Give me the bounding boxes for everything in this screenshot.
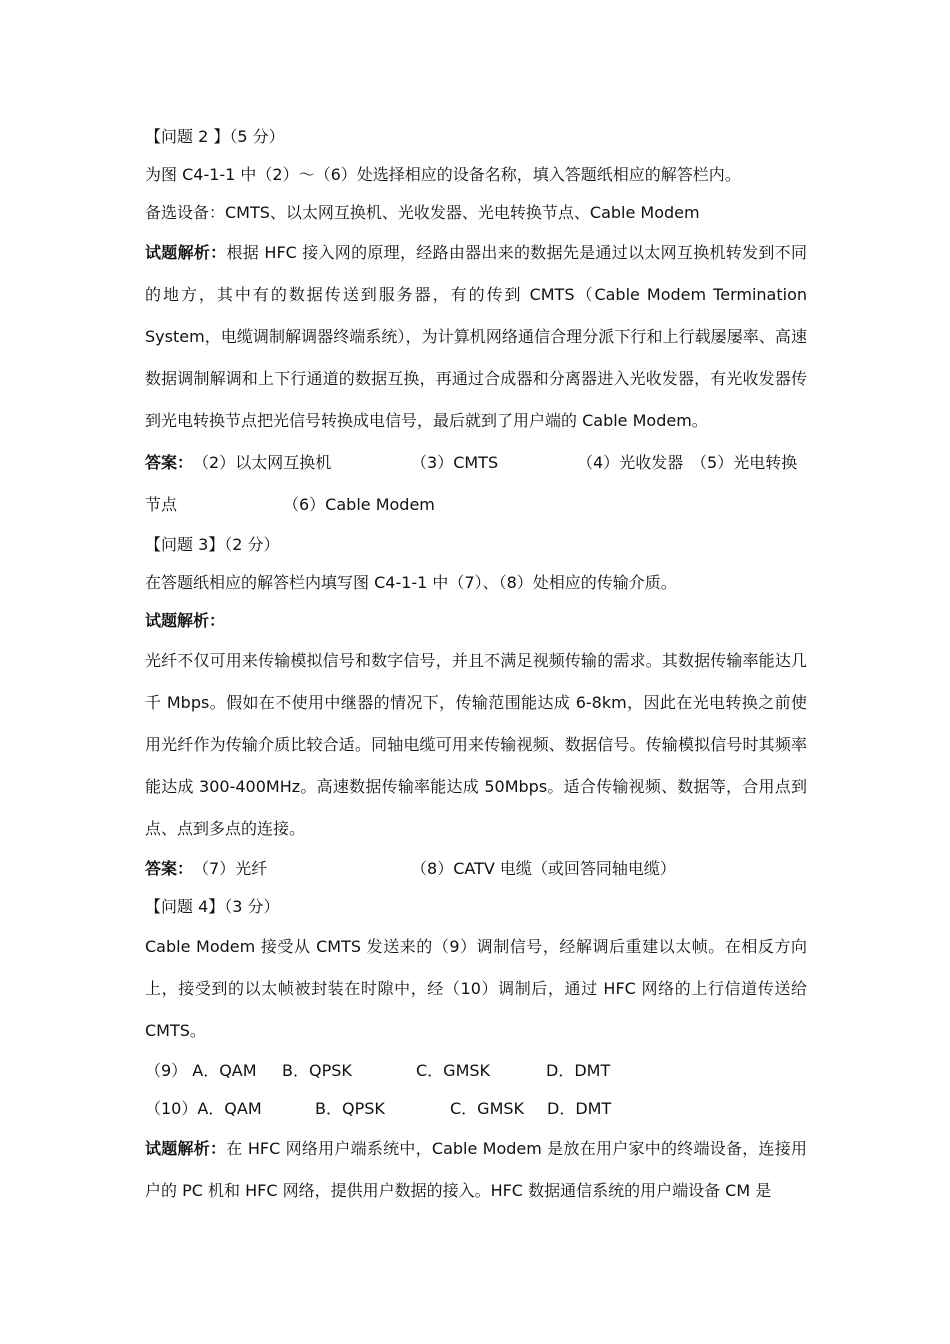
- q2-prompt: 为图 C4-1-1 中（2）～（6）处选择相应的设备名称，填入答题纸相应的解答栏内。: [145, 165, 741, 184]
- q3-answer-label: 答案：: [145, 859, 194, 878]
- q4-opt10-d: D．DMT: [547, 1099, 612, 1118]
- q2-analysis-text: 根据 HFC 接入网的原理，经路由器出来的数据先是通过以太网互换机转发到不同的地方，其中有的数据传送到服务器，有的传到 CMTS（Cable Modem Termination System，电缆调制解调器终端系统），为计算机网络通信合理分派下行和上行载屡屡率、高速数据调制解调和上下行通道的数据互换，再通过合成器和分离器进入光收发器，有光收发器传到光电转换节点把光信号转换成电信号，最后就到了用户端的 Cable Modem。: [145, 243, 807, 430]
- q4-opt10-a: （10）A．QAM: [145, 1099, 262, 1118]
- q4-opt9-d: D．DMT: [546, 1061, 611, 1080]
- q3-prompt: 在答题纸相应的解答栏内填写图 C4-1-1 中（7）、（8）处相应的传输介质。: [145, 573, 677, 592]
- document-body: [145, 118, 807, 1212]
- q4-opt9-a: （9） A．QAM: [145, 1061, 257, 1080]
- q2-analysis: [145, 232, 807, 442]
- q4-prompt: Cable Modem 接受从 CMTS 发送来的（9）调制信号，经解调后重建以太帧。在相反方向上，接受到的以太帧被封装在时隙中，经（10）调制后，通过 HFC 网络的上行信道传送给 CMTS。: [145, 937, 807, 1040]
- q3-answer-7: （7）光纤: [193, 859, 268, 878]
- q4-analysis: [145, 1128, 807, 1212]
- q2-answer-row: [145, 442, 807, 484]
- q2-options: 备选设备：CMTS、以太网互换机、光收发器、光电转换节点、Cable Modem: [145, 203, 700, 222]
- q4-opt10-c: C．GMSK: [450, 1099, 525, 1118]
- q2-answer-4: （4）光收发器: [577, 453, 684, 472]
- q4-heading: 【问题 4】（3 分）: [145, 897, 280, 916]
- q4-analysis-label: 试题解析：: [145, 1139, 227, 1158]
- q2-answer-3: （3）CMTS: [411, 453, 499, 472]
- q2-answer-label: 答案：: [145, 453, 194, 472]
- q3-analysis-label: 试题解析：: [145, 611, 226, 630]
- q2-answer-5a: （5）光电转换: [691, 453, 798, 472]
- q4-analysis-text: 在 HFC 网络用户端系统中，Cable Modem 是放在用户家中的终端设备，连接用户的 PC 机和 HFC 网络，提供用户数据的接入。HFC 数据通信系统的用户端设备 CM 是: [145, 1139, 807, 1200]
- q2-answer-row-2: [145, 484, 807, 526]
- q2-answer-2: （2）以太网互换机: [193, 453, 332, 472]
- q3-analysis-text: 光纤不仅可用来传输模拟信号和数字信号，并且不满足视频传输的需求。其数据传输率能达几千 Mbps。假如在不使用中继器的情况下，传输范围能达成 6-8km，因此在光电转换之前使用光纤作为传输介质比较合适。同轴电缆可用来传输视频、数据信号。传输模拟信号时其频率能达成 300-400MHz。高速数据传输率能达成 50Mbps。适合传输视频、数据等，合用点到点、点到多点的连接。: [145, 651, 807, 838]
- q4-opt9-c: C．GMSK: [416, 1061, 491, 1080]
- q4-opt10-b: B．QPSK: [315, 1099, 385, 1118]
- q3-heading: 【问题 3】（2 分）: [145, 535, 280, 554]
- q4-options-9: [145, 1052, 807, 1090]
- q2-answer-6: （6）Cable Modem: [283, 495, 435, 514]
- q4-options-10: [145, 1090, 807, 1128]
- q2-answer-5b: 节点: [145, 495, 178, 514]
- q3-answer-row: [145, 850, 807, 888]
- q3-answer-8: （8）CATV 电缆（或回答同轴电缆）: [411, 859, 676, 878]
- q2-heading: 【问题 2 】（5 分）: [145, 127, 285, 146]
- q2-analysis-label: 试题解析：: [145, 243, 227, 262]
- q4-opt9-b: B．QPSK: [282, 1061, 352, 1080]
